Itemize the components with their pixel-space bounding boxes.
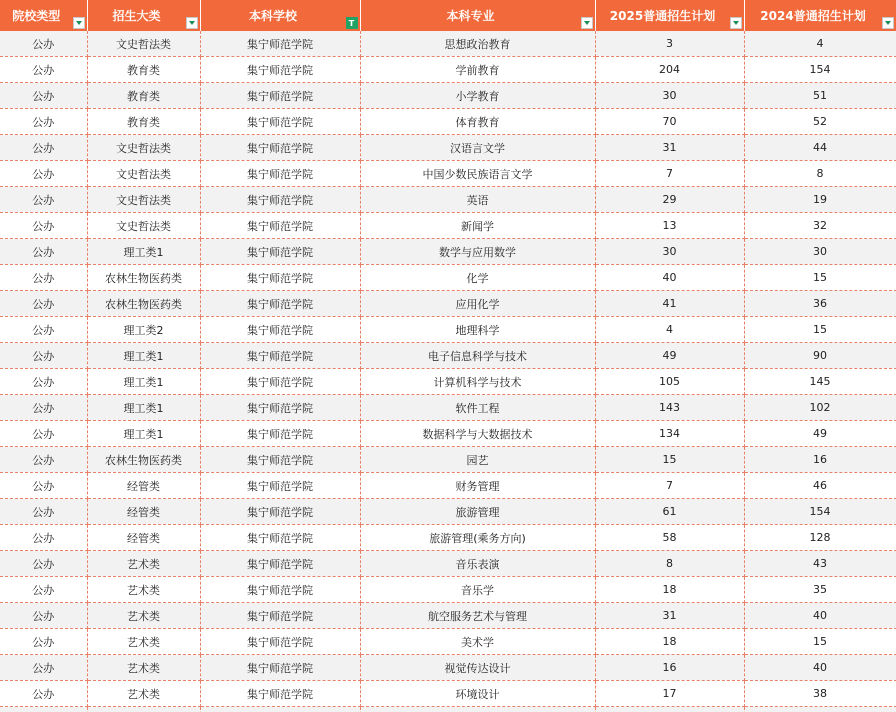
- filter-dropdown-icon[interactable]: [730, 17, 742, 29]
- cell-plan-2024[interactable]: 90: [744, 343, 896, 369]
- cell-university[interactable]: 集宁师范学院: [200, 421, 360, 447]
- cell-plan-2025[interactable]: 134: [595, 421, 744, 447]
- cell-major[interactable]: 地理科学: [360, 317, 595, 343]
- cell-school-type[interactable]: 公办: [0, 655, 87, 681]
- text-filter-active-icon[interactable]: T: [346, 17, 358, 29]
- cell-plan-2025[interactable]: 29: [595, 187, 744, 213]
- cell-plan-2025[interactable]: [595, 707, 744, 712]
- cell-category[interactable]: 经管类: [87, 525, 200, 551]
- table-row: [0, 135, 896, 161]
- cell-category[interactable]: 文史哲法类: [87, 135, 200, 161]
- table-row: [0, 395, 896, 421]
- cell-school-type[interactable]: 公办: [0, 603, 87, 629]
- cell-major[interactable]: 旅游管理(乘务方向): [360, 525, 595, 551]
- column-header-label: 本科专业: [446, 9, 495, 23]
- table-row: [0, 421, 896, 447]
- cell-school-type[interactable]: 公办: [0, 473, 87, 499]
- cell-category[interactable]: 文史哲法类: [87, 213, 200, 239]
- cell-major[interactable]: 美术学: [360, 629, 595, 655]
- cell-category[interactable]: 理工类1: [87, 343, 200, 369]
- column-header-plan-2024[interactable]: [744, 0, 896, 31]
- column-header-category[interactable]: [87, 0, 200, 31]
- cell-university[interactable]: [200, 707, 360, 712]
- cell-major[interactable]: 园艺: [360, 447, 595, 473]
- cell-university[interactable]: 集宁师范学院: [200, 603, 360, 629]
- cell-school-type[interactable]: 公办: [0, 83, 87, 109]
- cell-plan-2025[interactable]: 13: [595, 213, 744, 239]
- cell-major[interactable]: 数据科学与大数据技术: [360, 421, 595, 447]
- cell-major[interactable]: 小学教育: [360, 83, 595, 109]
- cell-major[interactable]: 音乐学: [360, 577, 595, 603]
- cell-plan-2024[interactable]: 102: [744, 395, 896, 421]
- cell-major[interactable]: 音乐表演: [360, 551, 595, 577]
- cell-university[interactable]: 集宁师范学院: [200, 499, 360, 525]
- cell-plan-2025[interactable]: 40: [595, 265, 744, 291]
- table-row: [0, 57, 896, 83]
- cell-category[interactable]: 理工类1: [87, 421, 200, 447]
- cell-university[interactable]: 集宁师范学院: [200, 135, 360, 161]
- cell-plan-2025[interactable]: 15: [595, 447, 744, 473]
- cell-plan-2024[interactable]: 128: [744, 525, 896, 551]
- cell-school-type[interactable]: 公办: [0, 525, 87, 551]
- cell-plan-2025[interactable]: 61: [595, 499, 744, 525]
- cell-university[interactable]: 集宁师范学院: [200, 681, 360, 707]
- cell-category[interactable]: 教育类: [87, 83, 200, 109]
- cell-university[interactable]: 集宁师范学院: [200, 239, 360, 265]
- cell-major[interactable]: 中国少数民族语言文学: [360, 161, 595, 187]
- cell-plan-2024[interactable]: 51: [744, 83, 896, 109]
- cell-category[interactable]: [87, 707, 200, 712]
- cell-plan-2025[interactable]: 18: [595, 577, 744, 603]
- cell-major[interactable]: 电子信息科学与技术: [360, 343, 595, 369]
- cell-school-type[interactable]: 公办: [0, 499, 87, 525]
- cell-plan-2025[interactable]: 3: [595, 31, 744, 57]
- cell-school-type[interactable]: 公办: [0, 421, 87, 447]
- cell-major[interactable]: 旅游管理: [360, 499, 595, 525]
- column-header-label: 本科学校: [248, 9, 297, 23]
- cell-plan-2025[interactable]: 17: [595, 681, 744, 707]
- cell-plan-2025[interactable]: 7: [595, 161, 744, 187]
- table-row: [0, 83, 896, 109]
- cell-plan-2024[interactable]: 15: [744, 629, 896, 655]
- cell-plan-2025[interactable]: 58: [595, 525, 744, 551]
- table-row: [0, 681, 896, 707]
- cell-university[interactable]: 集宁师范学院: [200, 447, 360, 473]
- table-row: [0, 187, 896, 213]
- table-row: [0, 265, 896, 291]
- cell-plan-2025[interactable]: 4: [595, 317, 744, 343]
- cell-major[interactable]: 汉语言文学: [360, 135, 595, 161]
- table-row: [0, 161, 896, 187]
- cell-category[interactable]: 艺术类: [87, 629, 200, 655]
- cell-university[interactable]: 集宁师范学院: [200, 187, 360, 213]
- table-row: [0, 551, 896, 577]
- cell-school-type[interactable]: 公办: [0, 109, 87, 135]
- column-header-label: 院校类型: [12, 9, 61, 23]
- cell-plan-2025[interactable]: 8: [595, 551, 744, 577]
- cell-major[interactable]: 财务管理: [360, 473, 595, 499]
- cell-school-type[interactable]: 公办: [0, 31, 87, 57]
- cell-university[interactable]: 集宁师范学院: [200, 473, 360, 499]
- cell-category[interactable]: 农林生物医药类: [87, 265, 200, 291]
- cell-major[interactable]: 新闻学: [360, 213, 595, 239]
- cell-plan-2025[interactable]: 105: [595, 369, 744, 395]
- cell-category[interactable]: 理工类1: [87, 395, 200, 421]
- cell-plan-2024[interactable]: [744, 707, 896, 712]
- cell-university[interactable]: 集宁师范学院: [200, 629, 360, 655]
- table-row: [0, 291, 896, 317]
- table-row: [0, 629, 896, 655]
- cell-category[interactable]: 文史哲法类: [87, 31, 200, 57]
- cell-university[interactable]: 集宁师范学院: [200, 525, 360, 551]
- cell-category[interactable]: 理工类2: [87, 317, 200, 343]
- cell-plan-2024[interactable]: 44: [744, 135, 896, 161]
- cell-major[interactable]: 应用化学: [360, 291, 595, 317]
- cell-university[interactable]: 集宁师范学院: [200, 395, 360, 421]
- cell-school-type[interactable]: 公办: [0, 239, 87, 265]
- cell-school-type[interactable]: 公办: [0, 447, 87, 473]
- cell-school-type[interactable]: 公办: [0, 187, 87, 213]
- cell-category[interactable]: 农林生物医药类: [87, 291, 200, 317]
- table-row: [0, 213, 896, 239]
- cell-major[interactable]: [360, 707, 595, 712]
- cell-school-type[interactable]: [0, 707, 87, 712]
- cell-category[interactable]: 理工类1: [87, 369, 200, 395]
- cell-school-type[interactable]: 公办: [0, 343, 87, 369]
- table-row: [0, 707, 896, 712]
- cell-category[interactable]: 文史哲法类: [87, 161, 200, 187]
- cell-category[interactable]: 艺术类: [87, 603, 200, 629]
- table-row: [0, 317, 896, 343]
- cell-plan-2024[interactable]: 4: [744, 31, 896, 57]
- column-header-label: 2024普通招生计划: [760, 9, 866, 23]
- cell-category[interactable]: 经管类: [87, 473, 200, 499]
- cell-university[interactable]: 集宁师范学院: [200, 213, 360, 239]
- cell-major[interactable]: 环境设计: [360, 681, 595, 707]
- table-row: [0, 109, 896, 135]
- cell-school-type[interactable]: 公办: [0, 629, 87, 655]
- cell-plan-2024[interactable]: 15: [744, 317, 896, 343]
- cell-plan-2025[interactable]: 70: [595, 109, 744, 135]
- cell-plan-2024[interactable]: 145: [744, 369, 896, 395]
- cell-category[interactable]: 艺术类: [87, 655, 200, 681]
- filter-dropdown-icon[interactable]: [882, 17, 894, 29]
- cell-plan-2024[interactable]: 35: [744, 577, 896, 603]
- cell-plan-2024[interactable]: 49: [744, 421, 896, 447]
- cell-university[interactable]: 集宁师范学院: [200, 57, 360, 83]
- cell-plan-2024[interactable]: 19: [744, 187, 896, 213]
- table-row: [0, 603, 896, 629]
- cell-school-type[interactable]: 公办: [0, 57, 87, 83]
- cell-major[interactable]: 航空服务艺术与管理: [360, 603, 595, 629]
- cell-plan-2024[interactable]: 38: [744, 681, 896, 707]
- cell-plan-2025[interactable]: 18: [595, 629, 744, 655]
- header-row: [0, 0, 896, 31]
- cell-university[interactable]: 集宁师范学院: [200, 31, 360, 57]
- table-body: [0, 31, 896, 712]
- table-row: [0, 369, 896, 395]
- column-header-label: 2025普通招生计划: [609, 9, 716, 23]
- cell-major[interactable]: 思想政治教育: [360, 31, 595, 57]
- filter-dropdown-icon[interactable]: [581, 17, 593, 29]
- cell-school-type[interactable]: 公办: [0, 135, 87, 161]
- cell-university[interactable]: 集宁师范学院: [200, 343, 360, 369]
- cell-category[interactable]: 农林生物医药类: [87, 447, 200, 473]
- cell-plan-2025[interactable]: 31: [595, 135, 744, 161]
- cell-university[interactable]: 集宁师范学院: [200, 161, 360, 187]
- cell-category[interactable]: 艺术类: [87, 551, 200, 577]
- cell-plan-2024[interactable]: 40: [744, 655, 896, 681]
- cell-plan-2025[interactable]: 16: [595, 655, 744, 681]
- table-row: [0, 499, 896, 525]
- cell-plan-2024[interactable]: 43: [744, 551, 896, 577]
- cell-school-type[interactable]: 公办: [0, 681, 87, 707]
- cell-school-type[interactable]: 公办: [0, 291, 87, 317]
- cell-plan-2024[interactable]: 154: [744, 57, 896, 83]
- cell-school-type[interactable]: 公办: [0, 317, 87, 343]
- cell-plan-2024[interactable]: 46: [744, 473, 896, 499]
- cell-university[interactable]: 集宁师范学院: [200, 655, 360, 681]
- cell-school-type[interactable]: 公办: [0, 161, 87, 187]
- table-row: [0, 655, 896, 681]
- cell-plan-2025[interactable]: 143: [595, 395, 744, 421]
- cell-plan-2024[interactable]: 154: [744, 499, 896, 525]
- cell-major[interactable]: 计算机科学与技术: [360, 369, 595, 395]
- cell-major[interactable]: 化学: [360, 265, 595, 291]
- cell-school-type[interactable]: 公办: [0, 551, 87, 577]
- cell-plan-2025[interactable]: 30: [595, 83, 744, 109]
- cell-school-type[interactable]: 公办: [0, 213, 87, 239]
- cell-category[interactable]: 理工类1: [87, 239, 200, 265]
- cell-school-type[interactable]: 公办: [0, 369, 87, 395]
- column-header-label: 招生大类: [112, 9, 161, 23]
- column-header-school-type[interactable]: [0, 0, 87, 31]
- table-row: [0, 31, 896, 57]
- cell-category[interactable]: 艺术类: [87, 681, 200, 707]
- column-header-university[interactable]: [200, 0, 360, 31]
- cell-category[interactable]: 经管类: [87, 499, 200, 525]
- table-row: [0, 447, 896, 473]
- cell-plan-2024[interactable]: 8: [744, 161, 896, 187]
- cell-plan-2025[interactable]: 41: [595, 291, 744, 317]
- cell-university[interactable]: 集宁师范学院: [200, 83, 360, 109]
- cell-university[interactable]: 集宁师范学院: [200, 369, 360, 395]
- column-header-major[interactable]: [360, 0, 595, 31]
- cell-school-type[interactable]: 公办: [0, 265, 87, 291]
- cell-major[interactable]: 学前教育: [360, 57, 595, 83]
- cell-plan-2025[interactable]: 204: [595, 57, 744, 83]
- cell-university[interactable]: 集宁师范学院: [200, 577, 360, 603]
- table-row: [0, 577, 896, 603]
- cell-plan-2024[interactable]: 15: [744, 265, 896, 291]
- cell-plan-2024[interactable]: 30: [744, 239, 896, 265]
- cell-plan-2024[interactable]: 36: [744, 291, 896, 317]
- cell-major[interactable]: 英语: [360, 187, 595, 213]
- table-row: [0, 525, 896, 551]
- cell-plan-2024[interactable]: 52: [744, 109, 896, 135]
- cell-major[interactable]: 体育教育: [360, 109, 595, 135]
- cell-category[interactable]: 教育类: [87, 57, 200, 83]
- cell-major[interactable]: 视觉传达设计: [360, 655, 595, 681]
- table-row: [0, 473, 896, 499]
- filter-dropdown-icon[interactable]: [186, 17, 198, 29]
- cell-plan-2024[interactable]: 16: [744, 447, 896, 473]
- cell-university[interactable]: 集宁师范学院: [200, 317, 360, 343]
- cell-university[interactable]: 集宁师范学院: [200, 265, 360, 291]
- cell-plan-2024[interactable]: 32: [744, 213, 896, 239]
- cell-plan-2025[interactable]: 49: [595, 343, 744, 369]
- cell-university[interactable]: 集宁师范学院: [200, 551, 360, 577]
- column-header-plan-2025[interactable]: [595, 0, 744, 31]
- cell-plan-2025[interactable]: 30: [595, 239, 744, 265]
- cell-school-type[interactable]: 公办: [0, 577, 87, 603]
- filter-dropdown-icon[interactable]: [73, 17, 85, 29]
- cell-school-type[interactable]: 公办: [0, 395, 87, 421]
- cell-plan-2024[interactable]: 40: [744, 603, 896, 629]
- cell-plan-2025[interactable]: 31: [595, 603, 744, 629]
- cell-major[interactable]: 软件工程: [360, 395, 595, 421]
- table-row: [0, 239, 896, 265]
- table-row: [0, 343, 896, 369]
- cell-category[interactable]: 文史哲法类: [87, 187, 200, 213]
- cell-university[interactable]: 集宁师范学院: [200, 109, 360, 135]
- cell-category[interactable]: 艺术类: [87, 577, 200, 603]
- cell-plan-2025[interactable]: 7: [595, 473, 744, 499]
- cell-category[interactable]: 教育类: [87, 109, 200, 135]
- cell-university[interactable]: 集宁师范学院: [200, 291, 360, 317]
- cell-major[interactable]: 数学与应用数学: [360, 239, 595, 265]
